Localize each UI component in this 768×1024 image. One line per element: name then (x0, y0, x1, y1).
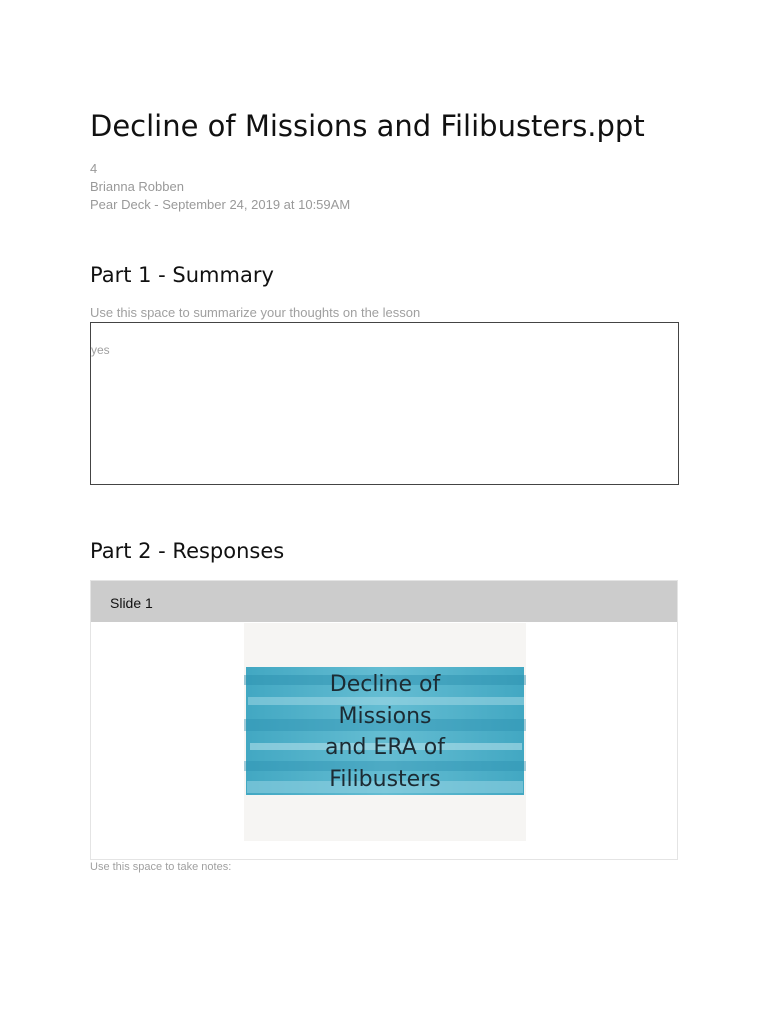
slide-thumbnail (244, 623, 526, 841)
slide-header (91, 581, 677, 622)
meta-author: Brianna Robben (90, 179, 184, 194)
slide-title-line: Decline of (329, 672, 441, 697)
meta-source-date: Pear Deck - September 24, 2019 at 10:59AM (90, 197, 351, 212)
document-meta (90, 160, 350, 214)
slide-card (90, 580, 678, 860)
part2-heading: Part 2 - Responses (90, 539, 285, 563)
page-title: Decline of Missions and Filibusters.ppt (90, 109, 645, 143)
summary-text: yes (91, 343, 110, 357)
meta-count: 4 (90, 161, 98, 176)
slide-title-line: Missions (338, 703, 432, 729)
notes-hint: Use this space to take notes: (90, 861, 232, 873)
summary-box[interactable] (90, 322, 679, 485)
slide-title-line: and ERA of (325, 735, 445, 760)
slide-title-text (244, 669, 526, 795)
slide-label: Slide 1 (110, 595, 153, 611)
part1-heading: Part 1 - Summary (90, 263, 274, 287)
summary-hint: Use this space to summarize your thoughts on the lesson (90, 305, 421, 320)
slide-title-line: Filibusters (329, 766, 441, 792)
